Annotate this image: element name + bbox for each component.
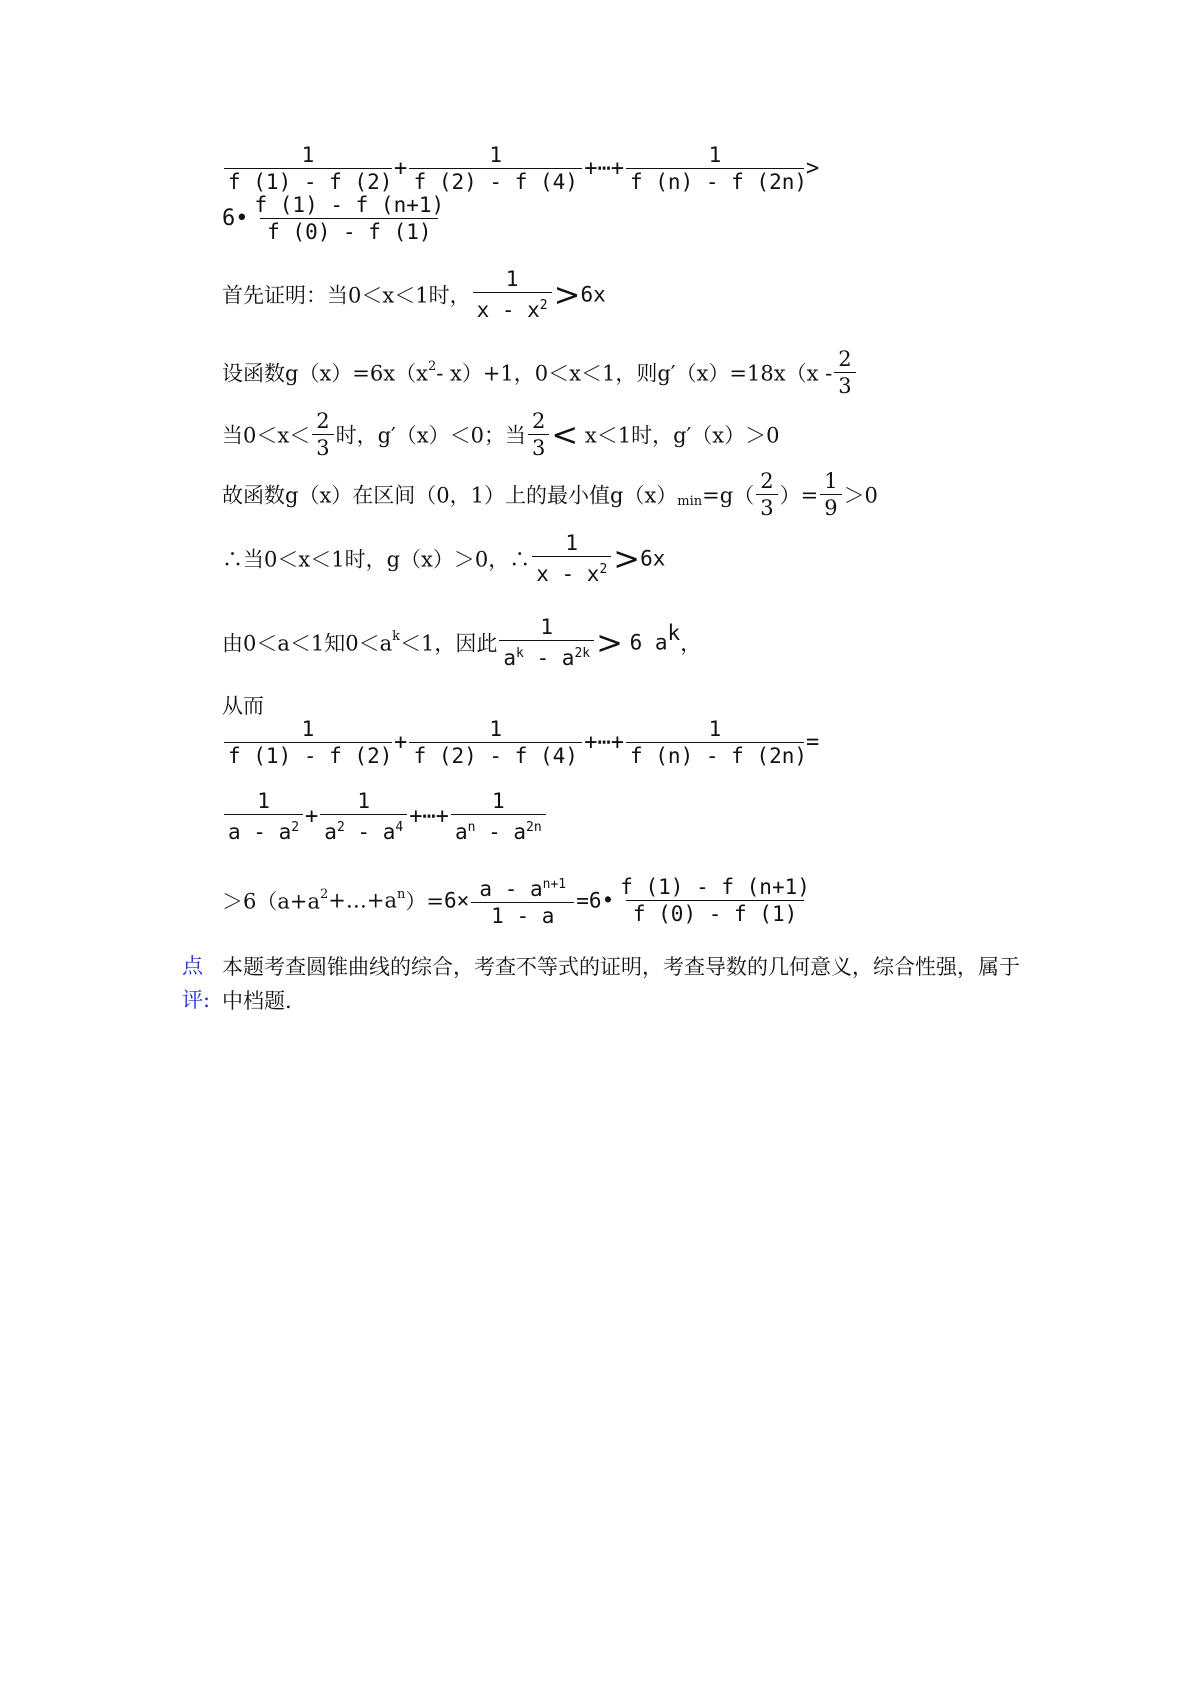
- fraction: $\frac{2}{3}$: [528, 408, 549, 461]
- fraction: $\frac{2}{3}$: [834, 346, 855, 399]
- remark-label-line2: 评:: [182, 988, 211, 1012]
- fraction: $\frac{1}{f (1) - f (2)}$: [224, 716, 392, 769]
- fraction: $\frac{1}{f (2) - f (4)}$: [409, 142, 582, 195]
- fraction: $\frac{2}{3}$: [756, 468, 777, 521]
- fraction: $\frac{1}{9}$: [820, 468, 841, 521]
- fraction: $\frac{1}{f (2) - f (4)}$: [409, 716, 582, 769]
- final-inequality-line: $>6(a+a^2+\dots+a^n)=6\times$ $\frac{a - a^{n+1}}{1 - a}$ =6• $\frac{f (1) - f (n+1)}{f (0) - f (1)}$: [222, 872, 816, 929]
- remark-text: 本题考查圆锥曲线的综合，考查不等式的证明，考查导数的几何意义，综合性强，属于中档题.: [222, 955, 1020, 1013]
- fraction: $\frac{1}{a^n - a^{2n}}$: [451, 788, 546, 845]
- therefore-label: 从而: [222, 694, 264, 718]
- monotonicity-line: 当0＜x＜ $\frac{2}{3}$ 时，g′（x）＜0；当 $\frac{2}{3}$ < x＜1时，g′（x）＞0: [222, 409, 780, 460]
- fraction: $\frac{1}{f (n) - f (2n)}$: [626, 142, 804, 195]
- fraction: $\frac{1}{x - x^2}$: [532, 530, 611, 587]
- minimum-value-line: 故函数g（x）在区间（0，1）上的最小值$g(x)_{min}=g$（ $\frac{2}{3}$ ）= $\frac{1}{9}$ ＞0: [222, 469, 878, 520]
- proof-first-line: 首先证明：当0＜x＜1时， $\frac{1}{x - x^2}$ >6x: [222, 267, 606, 322]
- fraction: $\frac{1}{a^2 - a^4}$: [320, 788, 407, 845]
- sum-inequality-line: $\frac{1}{f (1) - f (2)}$ + $\frac{1}{f (2) - f (4)}$ +⋯+ $\frac{1}{f (n) - f (2n)}$ >: [222, 142, 819, 195]
- function-definition-line: 设函数$g(x)=6x(x^2-$ x）+1，0＜x＜1，则g′（x）=18x（x - $\frac{2}{3}$: [222, 346, 858, 399]
- fraction: $\frac{f (1) - f (n+1)}{f (0) - f (1)}$: [254, 193, 445, 244]
- fraction: $\frac{1}{f (n) - f (2n)}$: [626, 716, 804, 769]
- fraction: $\frac{2}{3}$: [312, 408, 333, 461]
- fraction: $\frac{1}{a - a^2}$: [224, 788, 303, 845]
- fraction: $\frac{f (1) - f (n+1)}{f (0) - f (1)}$: [620, 875, 810, 926]
- fraction: $\frac{1}{x - x^2}$: [473, 266, 552, 323]
- conclusion-line: ∴当0＜x＜1时，g（x）＞0，∴ $\frac{1}{x - x^2}$ >6x: [222, 531, 666, 586]
- remark-label-line1: 点: [182, 954, 203, 978]
- sum-equality-line: $\frac{1}{f (1) - f (2)}$ + $\frac{1}{f (2) - f (4)}$ +⋯+ $\frac{1}{f (n) - f (2n)}$ =: [222, 716, 819, 769]
- rhs-line: 6• $\frac{f (1) - f (n+1)}{f (0) - f (1)}$: [222, 192, 450, 245]
- power-sum-line: $\frac{1}{a - a^2}$ + $\frac{1}{a^2 - a^4}$ +⋯+ $\frac{1}{a^n - a^{2n}}$: [222, 788, 548, 845]
- fraction: $\frac{1}{f (1) - f (2)}$: [224, 142, 392, 195]
- fraction: $\frac{a - a^{n+1}}{1 - a}$: [471, 872, 574, 929]
- power-inequality-line: 由0＜a＜1知$0<a^k<1$，因此 $\frac{1}{a^k - a^{2k}}$ > 6 $a^k$，: [222, 615, 702, 670]
- fraction: $\frac{1}{a^k - a^{2k}}$: [499, 614, 594, 671]
